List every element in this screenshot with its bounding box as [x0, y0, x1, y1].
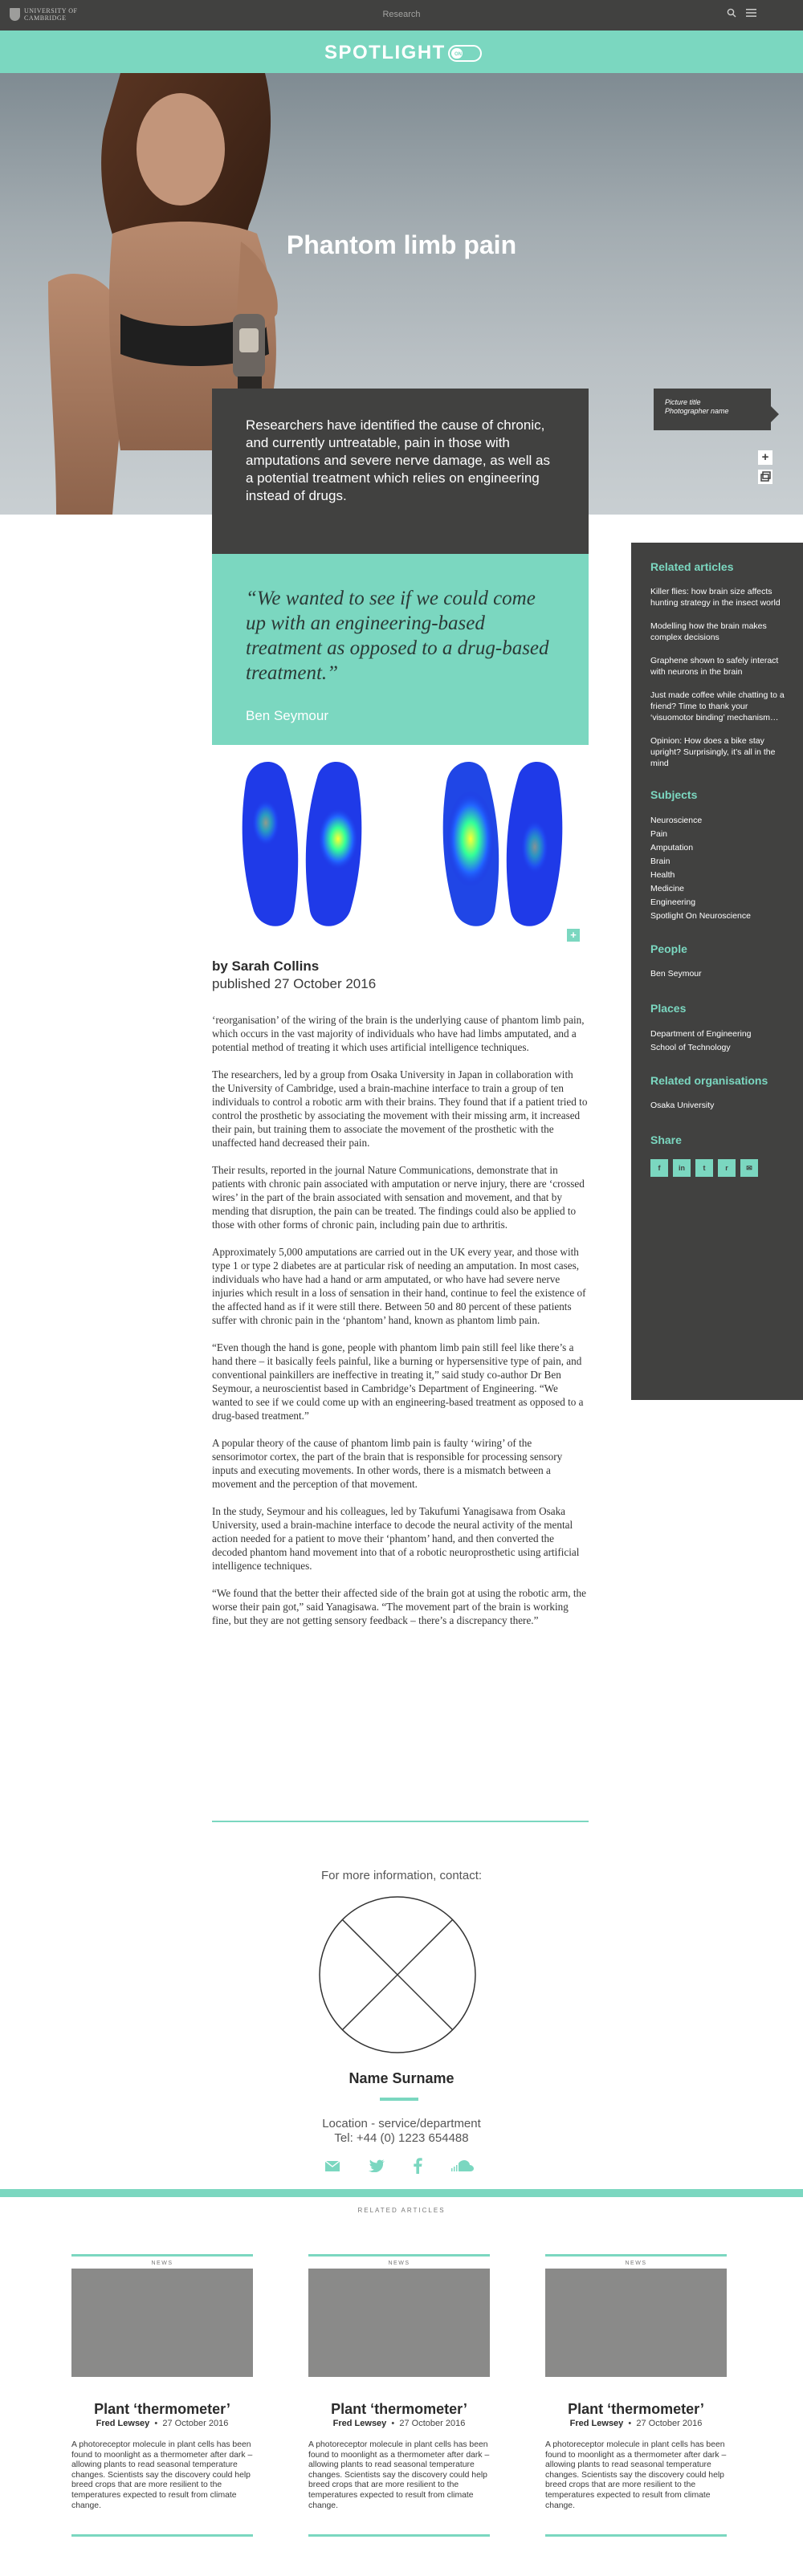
card-tag: NEWS — [388, 2261, 410, 2266]
card-top-rule — [545, 2254, 727, 2257]
card-date: 27 October 2016 — [399, 2419, 466, 2428]
email-share-icon[interactable]: ✉ — [740, 1159, 758, 1177]
card-title[interactable]: Plant ‘thermometer’ — [568, 2401, 704, 2417]
sidebar-subject-link[interactable]: Medicine — [650, 884, 685, 893]
article-body — [212, 1013, 589, 1641]
related-article-card[interactable] — [308, 2254, 490, 2537]
byline — [212, 958, 589, 992]
sidebar-person-link[interactable]: Ben Seymour — [650, 969, 702, 979]
sidebar-related-heading: Related articles — [650, 560, 734, 573]
byline-author[interactable]: by Sarah Collins — [212, 958, 320, 974]
card-title[interactable]: Plant ‘thermometer’ — [331, 2401, 467, 2417]
article-paragraph: In the study, Seymour and his colleagues, led by Takufumi Yanagisawa from Osaka University, used a brain-machine interface to decode the neural activity of the mental action needed for a patient to move their ‘phantom’ hand, and then converted the decoded phantom hand movement into that of a robotic neuroprosthetic using artificial intelligence techniques. — [212, 1505, 580, 1572]
facebook-icon[interactable] — [413, 2158, 422, 2174]
linkedin-share-icon[interactable]: in — [673, 1159, 691, 1177]
sidebar-subject-link[interactable]: Spotlight On Neuroscience — [650, 911, 751, 921]
card-tag: NEWS — [151, 2261, 173, 2266]
quote-author: Ben Seymour — [246, 708, 328, 723]
contact-location: Location - service/department — [322, 2117, 481, 2130]
card-meta: Fred Lewsey • 27 October 2016 — [96, 2419, 229, 2428]
sidebar-share-heading: Share — [650, 1133, 682, 1146]
article-paragraph: ‘reorganisation’ of the wiring of the brain is the underlying cause of phantom limb pain, which occurs in the vast majority of individuals who have had limbs amputated, and a potential method of treating it which uses artificial intelligence techniques. — [212, 1014, 585, 1053]
sidebar-subject-link[interactable]: Brain — [650, 857, 671, 866]
article-paragraph: A popular theory of the cause of phantom limb pain is faulty ‘wiring’ of the sensorimotor cortex, the part of the brain that is responsible for processing sensory inputs and executing movements. In other words, there is a mismatch between a movement and the perception of that movement. — [212, 1437, 563, 1490]
sidebar-org-link[interactable]: Osaka University — [650, 1101, 715, 1110]
card-author: Fred Lewsey — [96, 2419, 150, 2428]
sidebar-subjects-heading: Subjects — [650, 788, 698, 801]
sidebar-subject-link[interactable]: Neuroscience — [650, 816, 703, 825]
sidebar-related-link[interactable]: Opinion: How does a bike stay upright? Surprisingly, it’s all in the mind — [650, 736, 776, 768]
soundcloud-icon[interactable] — [451, 2160, 474, 2171]
sidebar-places-heading: Places — [650, 1002, 687, 1015]
sidebar-orgs-heading: Related organisations — [650, 1074, 768, 1087]
reddit-share-icon[interactable]: r — [718, 1159, 736, 1177]
photo-caption — [654, 389, 771, 430]
card-tag: NEWS — [625, 2261, 647, 2266]
sidebar-related-link[interactable]: Modelling how the brain makes complex decisions — [650, 621, 767, 642]
related-article-card[interactable] — [71, 2254, 253, 2537]
contact-name: Name Surname — [349, 2070, 454, 2086]
caption-photographer: Photographer name — [665, 407, 729, 415]
article-paragraph: “Even though the hand is gone, people with phantom limb pain still feel like there’s a hand there – it basically feels painful, like a burning or hypersensitive type of pain, and conventional painkillers are ineffective in treating it,” said study co-author Dr Ben Seymour, a neuroscientist based in Cambridge’s Department of Engineering. “We wanted to see if we could come up with an engineering-based treatment as opposed to a drug-based treatment.” — [212, 1341, 584, 1422]
share-buttons — [650, 1159, 790, 1177]
top-bar — [0, 0, 803, 31]
brain-scan-right — [443, 762, 563, 926]
sidebar-related-link[interactable]: Killer flies: how brain size affects hunting strategy in the insect world — [650, 587, 781, 608]
twitter-icon[interactable] — [369, 2159, 385, 2172]
article-paragraph: The researchers, led by a group from Osaka University in Japan in collaboration with the University of Cambridge, used a brain-machine interface to train a group of ten individuals to control a robotic arm with their brains. They found that if a patient tried to control the prosthetic by associating the movement with their missing arm, it increased their pain, but training them to associate the movement of the prosthetic with the unaffected hand decreased their pain. — [212, 1068, 588, 1149]
logo-line-2: CAMBRIDGE — [24, 14, 67, 22]
card-bottom-rule — [308, 2534, 490, 2537]
sidebar-subject-link[interactable]: Pain — [650, 829, 668, 839]
card-image[interactable] — [308, 2269, 490, 2377]
card-author: Fred Lewsey — [332, 2419, 387, 2428]
email-icon[interactable] — [325, 2161, 340, 2171]
sidebar-place-link[interactable]: School of Technology — [650, 1043, 731, 1052]
byline-date: published 27 October 2016 — [212, 976, 377, 991]
card-date: 27 October 2016 — [162, 2419, 229, 2428]
caption-title: Picture title — [665, 398, 701, 406]
card-excerpt: A photoreceptor molecule in plant cells has been found to moonlight as a thermometer after dark – allowing plants to read seasonal temperature changes. Scientists say the discovery could help breed crops that are more resilient to the temperatures expected to result from climate change. — [308, 2440, 490, 2510]
sidebar-people-heading: People — [650, 942, 687, 955]
sidebar-related-link[interactable]: Graphene shown to safely interact with neurons in the brain — [650, 656, 779, 677]
sidebar-subject-link[interactable]: Health — [650, 870, 675, 880]
card-excerpt: A photoreceptor molecule in plant cells has been found to moonlight as a thermometer after dark – allowing plants to read seasonal temperature changes. Scientists say the discovery could help breed crops that are more resilient to the temperatures expected to result from climate change. — [545, 2440, 727, 2510]
card-meta: Fred Lewsey • 27 October 2016 — [569, 2419, 703, 2428]
related-articles-label: RELATED ARTICLES — [357, 2207, 446, 2214]
card-author: Fred Lewsey — [569, 2419, 624, 2428]
face-shape — [137, 93, 225, 206]
contact-divider — [380, 2098, 418, 2101]
toggle-label: ON — [454, 52, 462, 57]
pull-quote — [212, 554, 589, 745]
sidebar-place-link[interactable]: Department of Engineering — [650, 1029, 752, 1039]
quote-text: “We wanted to see if we could come up with an engineering-based treatment as opposed to a drug-based treatment.” — [246, 588, 549, 684]
card-date: 27 October 2016 — [636, 2419, 703, 2428]
section-title[interactable]: Research — [382, 10, 421, 19]
card-excerpt: A photoreceptor molecule in plant cells has been found to moonlight as a thermometer after dark – allowing plants to read seasonal temperature changes. Scientists say the discovery could help breed crops that are more resilient to the temperatures expected to result from climate change. — [71, 2440, 253, 2510]
facebook-share-icon[interactable]: f — [650, 1159, 668, 1177]
article-divider — [212, 1821, 589, 1822]
contact-avatar-placeholder — [318, 1895, 477, 2054]
card-meta: Fred Lewsey • 27 October 2016 — [332, 2419, 466, 2428]
search-icon[interactable] — [727, 8, 736, 18]
related-article-card[interactable] — [545, 2254, 727, 2537]
menu-icon[interactable] — [746, 8, 756, 18]
contact-icons — [325, 2158, 474, 2174]
zoom-image-button[interactable]: + — [567, 929, 580, 942]
card-title[interactable]: Plant ‘thermometer’ — [94, 2401, 230, 2417]
contact-heading: For more information, contact: — [320, 1869, 483, 1882]
brain-scan-left — [243, 762, 362, 926]
toggle-knob — [451, 48, 463, 59]
related-articles-band — [0, 2189, 803, 2197]
sidebar-subject-link[interactable]: Amputation — [650, 843, 694, 853]
card-top-rule — [71, 2254, 253, 2257]
card-bottom-rule — [545, 2534, 727, 2537]
article-paragraph: “We found that the better their affected side of the brain got at using the robotic arm, the worse their pain got,” said Yanagisawa. “The movement part of the brain is working fine, but they are not getting sensory feedback – there’s a discrepancy there.” — [212, 1587, 586, 1626]
sidebar — [631, 543, 803, 1400]
gallery-icon[interactable] — [758, 470, 772, 484]
brain-scan-figure — [230, 751, 583, 935]
card-image[interactable] — [71, 2269, 253, 2377]
spotlight-bar — [0, 31, 803, 73]
card-top-rule — [308, 2254, 490, 2257]
article-summary: Researchers have identified the cause of chronic, and currently untreatable, pain in those with amputations and severe nerve damage, as well as a potential treatment which relies on engineering instead of drugs. — [212, 389, 589, 554]
spotlight-title[interactable]: SPOTLIGHT — [324, 42, 446, 63]
logo-line-1: UNIVERSITY OF — [24, 7, 78, 14]
article-paragraph: Approximately 5,000 amputations are carried out in the UK every year, and those with type 1 or type 2 diabetes are at particular risk of needing an amputation. In most cases, individuals who have had a hand or arm amputated, or who have had severe nerve injuries which result in a loss of sensation in their hand, continue to feel the existence of the affected hand as if it were still there. Between 50 and 80 percent of these patients suffer with chronic pain in the ‘phantom’ hand, known as phantom limb pain. — [212, 1246, 586, 1326]
sidebar-related-link[interactable]: Just made coffee while chatting to a friend? Time to thank your ‘visuomotor binding’ mechanism… — [650, 690, 785, 722]
spotlight-toggle[interactable] — [448, 45, 482, 62]
card-bottom-rule — [71, 2534, 253, 2537]
article-paragraph: Their results, reported in the journal Nature Communications, demonstrate that in patients with chronic pain associated with amputation or nerve injury, there are ‘crossed wires’ in the part of the brain associated with sensation and movement, and that by mending that disruption, the pain can be treated. The findings could also be applied to those with other forms of chronic pain, including pain due to arthritis. — [212, 1164, 585, 1231]
sidebar-subject-link[interactable]: Engineering — [650, 897, 696, 907]
contact-phone[interactable]: Tel: +44 (0) 1223 654488 — [334, 2131, 469, 2145]
hero-title: Phantom limb pain — [286, 230, 517, 259]
twitter-share-icon[interactable]: t — [695, 1159, 713, 1177]
plus-icon[interactable]: + — [758, 450, 772, 465]
card-image[interactable] — [545, 2269, 727, 2377]
